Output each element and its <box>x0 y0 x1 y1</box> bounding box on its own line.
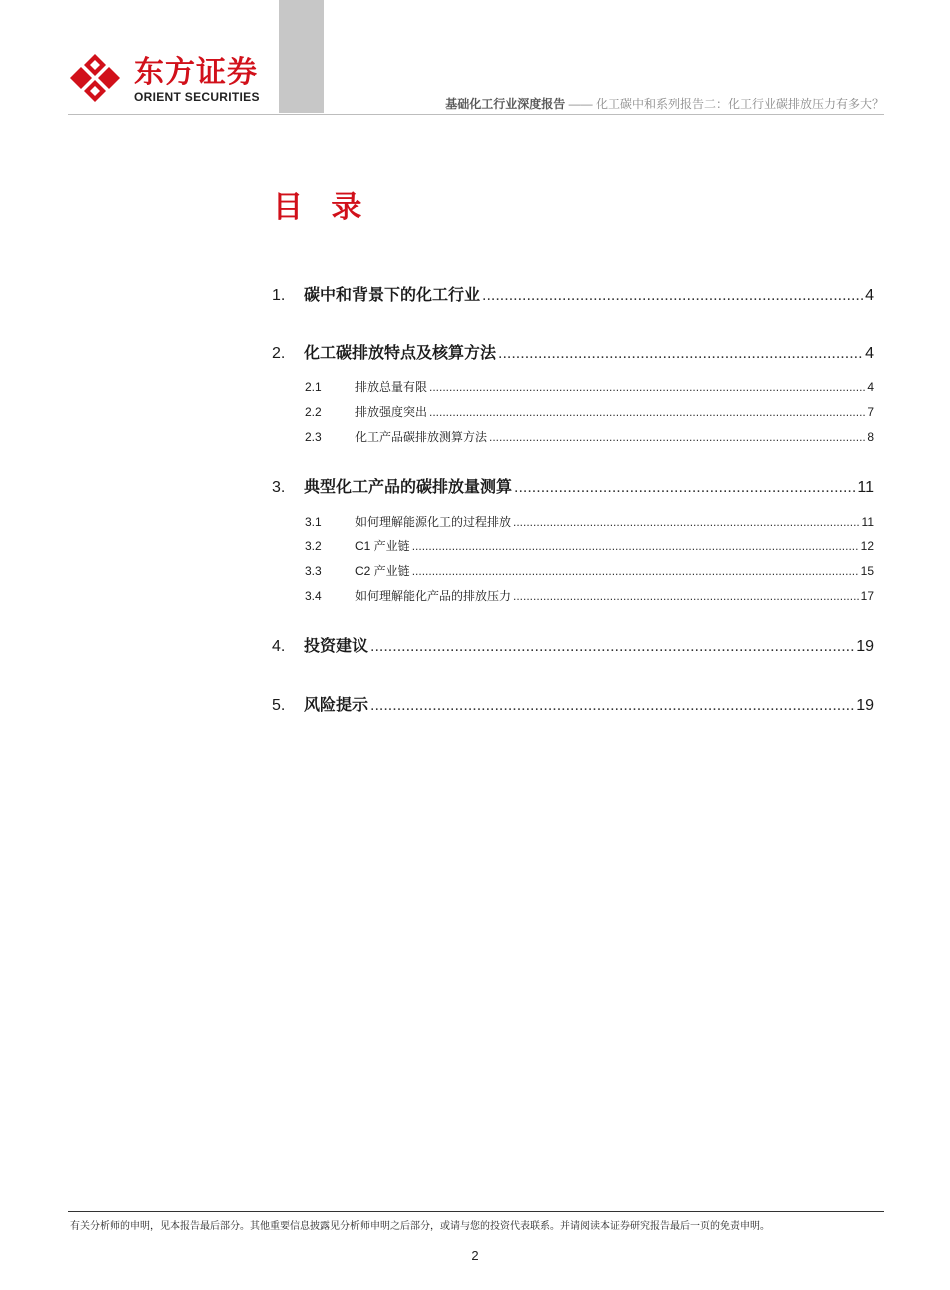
toc-entry-page: 8 <box>867 430 874 444</box>
header-grey-tab <box>279 0 324 113</box>
toc-entry-number: 3.2 <box>305 539 322 553</box>
orient-logo-icon <box>68 52 122 104</box>
toc-entry-number: 2.1 <box>305 380 322 394</box>
toc-entry-page: 4 <box>865 345 874 362</box>
report-title: 化工碳中和系列报告二：化工行业碳排放压力有多大？ <box>595 97 884 111</box>
toc-leader-dots <box>412 539 859 553</box>
toc-entry-number: 4. <box>272 638 286 655</box>
toc-subentry[interactable] <box>272 403 874 420</box>
toc-entry[interactable] <box>272 340 874 363</box>
toc-entry-label: 排放强度突出 <box>355 405 428 419</box>
brand-name-en: ORIENT SECURITIES <box>134 90 260 104</box>
footer-disclaimer: 有关分析师的申明，见本报告最后部分。其他重要信息披露见分析师申明之后部分，或请与您的投资代表联系。并请阅读本证券研究报告最后一页的免责申明。 <box>70 1221 770 1232</box>
toc-leader-dots <box>370 638 854 656</box>
toc-entry-page: 17 <box>860 589 874 603</box>
brand-logo <box>68 52 268 104</box>
toc-entry-label: 如何理解能化产品的排放压力 <box>355 589 512 603</box>
toc-entry-page: 4 <box>867 380 874 394</box>
toc-entry-number: 3.1 <box>305 515 322 529</box>
toc-entry-label: 典型化工产品的碳排放量测算 <box>304 479 513 496</box>
toc-subentry[interactable] <box>272 513 874 530</box>
toc-entry-label: 化工产品碳排放测算方法 <box>355 430 488 444</box>
toc-entry-label: 风险提示 <box>304 697 369 714</box>
toc-subentry[interactable] <box>272 587 874 604</box>
toc-subentry[interactable] <box>272 562 874 579</box>
toc-leader-dots <box>489 430 865 444</box>
toc-leader-dots <box>429 380 865 394</box>
toc-entry-number: 5. <box>272 697 286 714</box>
toc-entry-number: 2.3 <box>305 430 322 444</box>
toc-entry-page: 12 <box>860 539 874 553</box>
toc-entry-label: 碳中和背景下的化工行业 <box>304 287 481 304</box>
toc-entry[interactable] <box>272 474 874 497</box>
toc-entry-label: C1 产业链 <box>355 539 410 553</box>
toc-leader-dots <box>514 479 855 497</box>
toc-entry-label: 排放总量有限 <box>355 380 428 394</box>
toc-entry[interactable] <box>272 282 874 305</box>
toc-subentry[interactable] <box>272 378 874 395</box>
toc-entry-number: 3.4 <box>305 589 322 603</box>
toc-entry[interactable] <box>272 692 874 715</box>
toc-entry-label: 化工碳排放特点及核算方法 <box>304 345 497 362</box>
toc-leader-dots <box>429 405 865 419</box>
toc-entry-page: 19 <box>856 697 874 714</box>
toc-leader-dots <box>513 515 860 529</box>
toc-subentry[interactable] <box>272 428 874 445</box>
toc-leader-dots <box>370 697 854 715</box>
footer-divider <box>68 1211 884 1212</box>
toc-subentry[interactable] <box>272 537 874 554</box>
toc-entry-page: 11 <box>861 515 874 529</box>
brand-name-cn: 东方证券 <box>134 56 258 89</box>
toc-entry-number: 3.3 <box>305 564 322 578</box>
toc-entry-page: 4 <box>865 287 874 304</box>
toc-entry-number: 2.2 <box>305 405 322 419</box>
toc-entry-page: 15 <box>860 564 874 578</box>
toc-entry-number: 3. <box>272 479 286 496</box>
toc-entry-page: 11 <box>857 479 874 496</box>
toc-leader-dots <box>482 287 863 305</box>
toc-entry-label: C2 产业链 <box>355 564 410 578</box>
toc-entry-page: 19 <box>856 638 874 655</box>
report-header <box>445 95 884 112</box>
header-separator: —— <box>568 97 593 111</box>
toc-entry-label: 投资建议 <box>304 638 369 655</box>
toc-leader-dots <box>412 564 859 578</box>
toc-entry-page: 7 <box>867 405 874 419</box>
page-number: 2 <box>471 1248 479 1263</box>
report-type: 基础化工行业深度报告 <box>445 97 566 111</box>
toc-leader-dots <box>513 589 859 603</box>
header-divider <box>68 114 884 115</box>
toc-entry-number: 1. <box>272 287 286 304</box>
toc-entry[interactable] <box>272 633 874 656</box>
toc-entry-label: 如何理解能源化工的过程排放 <box>355 515 512 529</box>
toc-title: 目 录 <box>273 191 372 224</box>
toc-leader-dots <box>498 345 863 363</box>
toc-entry-number: 2. <box>272 345 286 362</box>
